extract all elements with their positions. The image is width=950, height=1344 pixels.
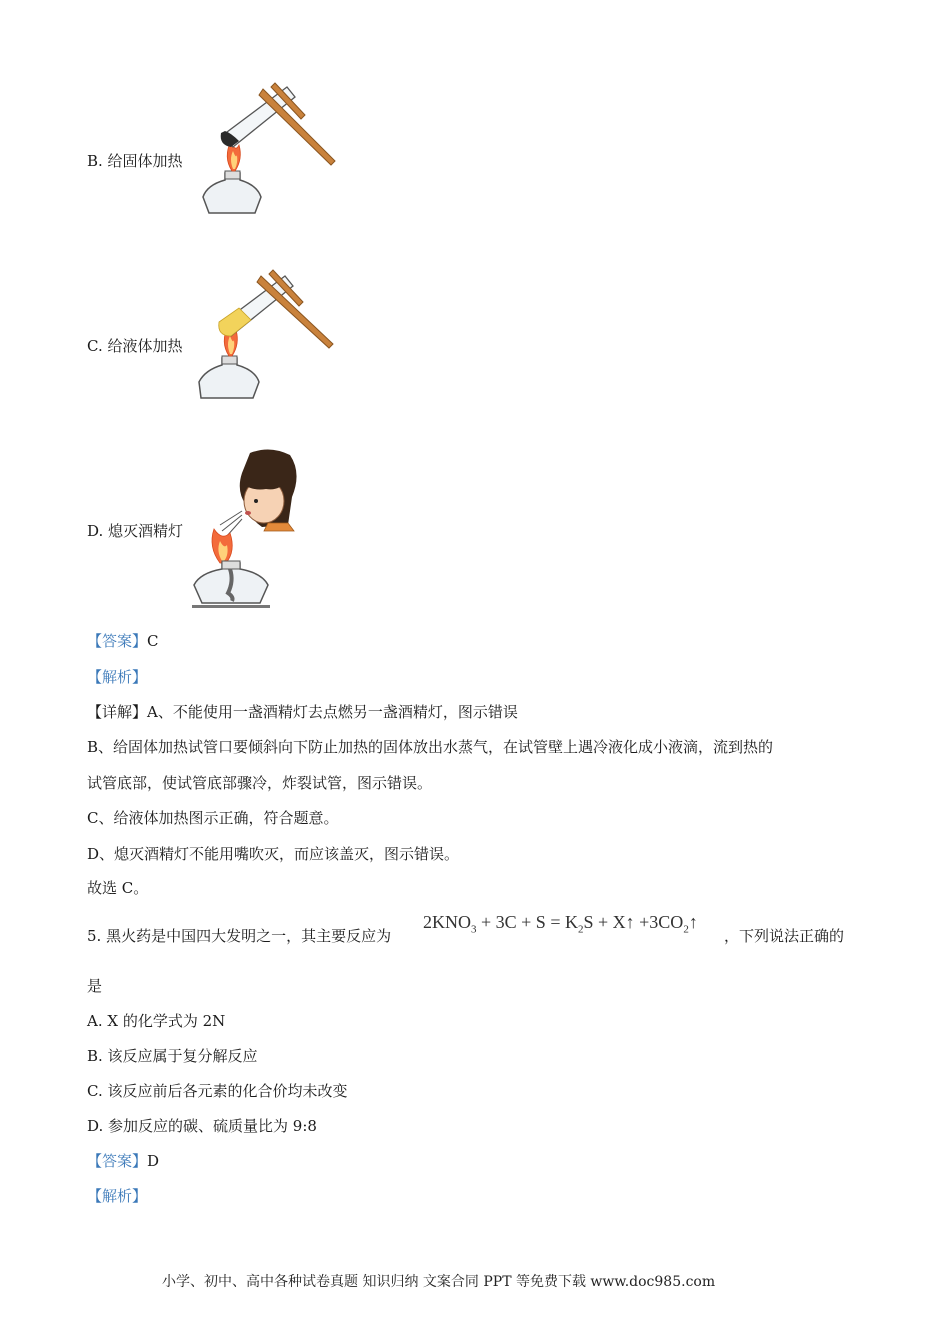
liquid-heating-illustration (195, 260, 345, 410)
q4-detail-b-line1: B、给固体加热试管口要倾斜向下防止加热的固体放出水蒸气，在试管壁上遇冷液化成小液滴，流到热的 (87, 738, 774, 756)
q4-answer (87, 630, 159, 651)
formula-part: S + X↑ +3CO (583, 912, 684, 932)
option-b-label: B. 给固体加热 (87, 152, 183, 170)
answer-value: D (147, 1152, 160, 1170)
q4-analysis-tag: 【解析】 (87, 668, 148, 686)
q4-detail-a (87, 701, 518, 722)
formula-part: + 3C + S = K (476, 912, 578, 932)
q5-answer (87, 1150, 159, 1171)
q5-stem-prefix: 5. 黑火药是中国四大发明之一，其主要反应为 (87, 927, 392, 945)
formula-part: 2KNO (423, 912, 471, 932)
option-c-label: C. 给液体加热 (87, 337, 183, 355)
q5-option-d: D. 参加反应的碳、硫质量比为 9:8 (87, 1117, 317, 1135)
q4-conclusion: 故选 C。 (87, 879, 149, 897)
formula-subscript: 2 (683, 923, 689, 936)
formula-part: ↑ (688, 912, 698, 932)
q5-option-b: B. 该反应属于复分解反应 (87, 1047, 258, 1065)
formula-subscript: 2 (577, 923, 584, 936)
option-d-label: D. 熄灭酒精灯 (87, 522, 184, 540)
q5-option-a: A. X 的化学式为 2N (87, 1012, 226, 1030)
q5-stem-suffix: ，下列说法正确的 (724, 927, 845, 945)
solid-heating-illustration (195, 75, 345, 225)
q5-analysis-tag: 【解析】 (87, 1187, 148, 1205)
formula-subscript: 3 (471, 923, 477, 936)
page-footer: 小学、初中、高中各种试卷真题 知识归纳 文案合同 PPT 等免费下载 www.doc985.com (162, 1274, 716, 1290)
detail-a-text: A、不能使用一盏酒精灯去点燃另一盏酒精灯，图示错误 (147, 703, 518, 721)
answer-tag: 【答案】 (87, 1152, 148, 1170)
answer-value: C (147, 632, 159, 650)
q4-detail-b-line2: 试管底部，使试管底部骤冷，炸裂试管，图示错误。 (87, 774, 433, 792)
answer-tag: 【答案】 (87, 632, 148, 650)
detail-tag: 【详解】 (87, 703, 148, 721)
q4-detail-c: C、给液体加热图示正确，符合题意。 (87, 809, 339, 827)
q5-option-c: C. 该反应前后各元素的化合价均未改变 (87, 1082, 348, 1100)
q5-reaction-formula (423, 912, 698, 936)
blowing-out-lamp-illustration (190, 445, 305, 613)
q4-detail-d: D、熄灭酒精灯不能用嘴吹灭，而应该盖灭，图示错误。 (87, 845, 460, 863)
q5-stem-line2: 是 (87, 977, 103, 995)
